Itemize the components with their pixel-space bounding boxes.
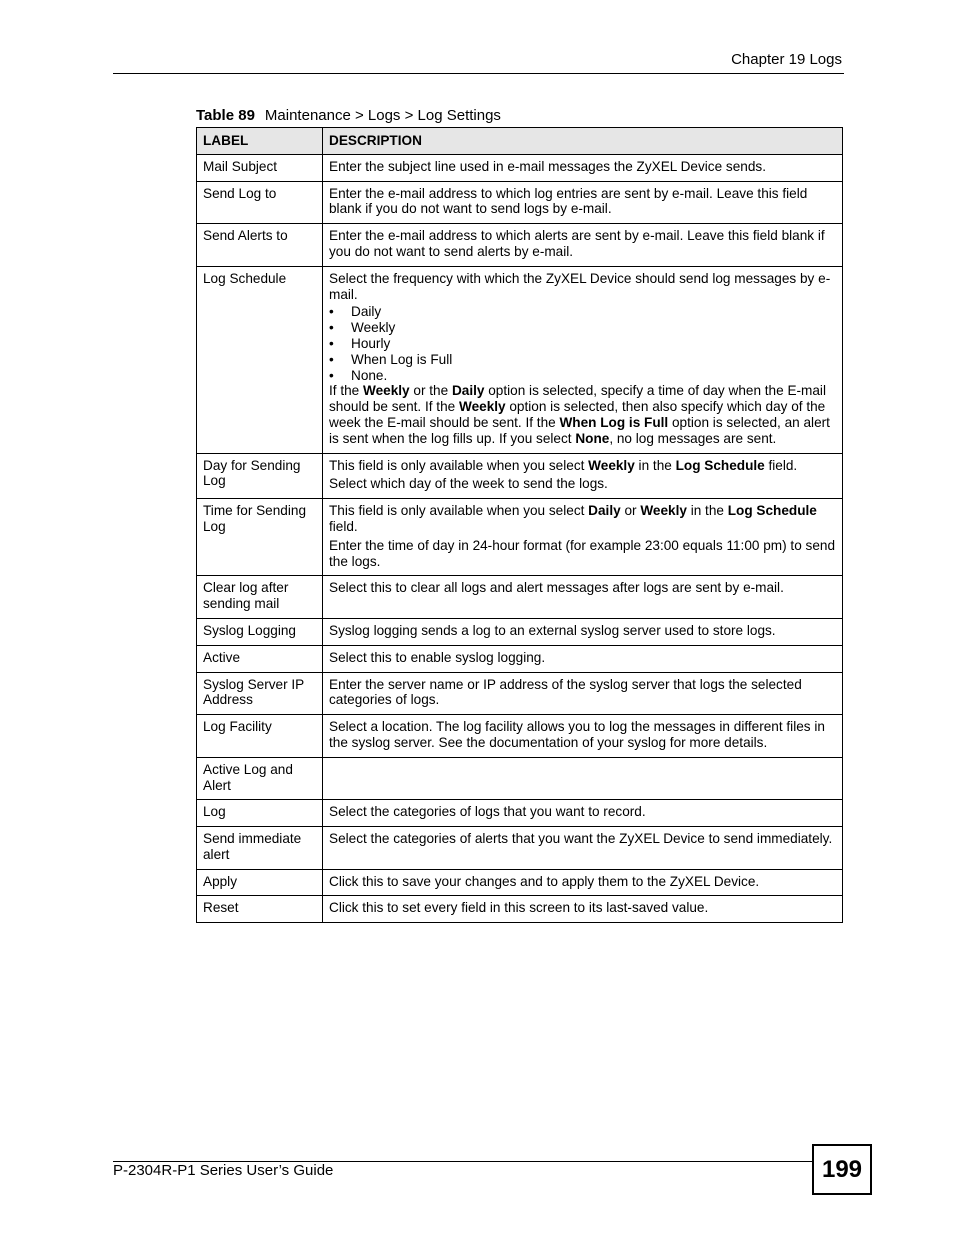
row-label: Send Alerts to: [197, 224, 323, 267]
table-caption-title: Maintenance > Logs > Log Settings: [264, 107, 501, 124]
chapter-header: Chapter 19 Logs: [731, 51, 842, 68]
table-row: [197, 645, 843, 672]
row-description: [323, 672, 843, 715]
description-paragraph: [329, 831, 837, 847]
description-paragraph: [329, 580, 837, 596]
row-description: [323, 453, 843, 499]
table-row: [197, 896, 843, 923]
description-paragraph: [329, 458, 837, 474]
row-label: Day for Sending Log: [197, 453, 323, 499]
page-number: 199: [812, 1144, 872, 1195]
text-run: This field is only available when you select: [329, 503, 589, 519]
row-label: Active: [197, 645, 323, 672]
description-paragraph: [329, 650, 837, 666]
description-paragraph: [329, 677, 837, 709]
description-paragraph: [329, 538, 837, 570]
bold-term: When Log is Full: [559, 414, 669, 430]
row-description: [323, 266, 843, 453]
text-run: Syslog logging sends a log to an external syslog server used to store logs.: [329, 622, 776, 638]
text-run: or: [620, 503, 641, 519]
row-description: [323, 827, 843, 870]
row-label: Syslog Server IP Address: [197, 672, 323, 715]
description-paragraph: [329, 228, 837, 260]
text-run: , no log messages are sent.: [609, 430, 777, 446]
description-paragraph: [329, 271, 837, 303]
description-paragraph: [329, 159, 837, 175]
bullet-text: Weekly: [351, 320, 396, 336]
row-label: Log Facility: [197, 715, 323, 758]
text-run: Select this to enable syslog logging.: [329, 649, 546, 665]
row-description: [323, 499, 843, 576]
bullet-text: Hourly: [351, 335, 391, 351]
row-description: [323, 181, 843, 224]
bullet-item: [329, 352, 837, 368]
text-run: Select this to clear all logs and alert messages after logs are sent by e-mail.: [329, 580, 784, 596]
table-row: [197, 800, 843, 827]
text-run: Enter the subject line used in e-mail messages the ZyXEL Device sends.: [329, 158, 766, 174]
header-description: DESCRIPTION: [323, 128, 843, 155]
text-run: Select the frequency with which the ZyXEL Device should send log messages by e-mail.: [329, 270, 831, 302]
text-run: Enter the server name or IP address of the syslog server that logs the selected categories of logs.: [329, 676, 802, 708]
guide-title: P-2304R-P1 Series User’s Guide: [113, 1162, 334, 1179]
text-run: This field is only available when you select: [329, 457, 589, 473]
table-row: [197, 224, 843, 267]
table-body: [197, 154, 843, 922]
table-row: [197, 154, 843, 181]
text-run: Select which day of the week to send the logs.: [329, 476, 608, 492]
bullet-icon: •: [329, 351, 334, 367]
bullet-list: [329, 304, 837, 383]
table-row: [197, 827, 843, 870]
bullet-item: [329, 368, 837, 384]
row-label: Apply: [197, 869, 323, 896]
text-run: Click this to save your changes and to apply them to the ZyXEL Device.: [329, 873, 760, 889]
text-run: or the: [409, 383, 452, 399]
header-label: LABEL: [197, 128, 323, 155]
text-run: Click this to set every field in this screen to its last-saved value.: [329, 900, 709, 916]
row-description: [323, 576, 843, 619]
row-description: [323, 645, 843, 672]
row-label: Time for Sending Log: [197, 499, 323, 576]
row-description: [323, 618, 843, 645]
bold-term: Log Schedule: [727, 503, 817, 519]
header-rule: [113, 73, 844, 74]
bold-term: Daily: [451, 383, 485, 399]
text-run: Select the categories of logs that you want to record.: [329, 804, 646, 820]
table-row: [197, 453, 843, 499]
text-run: field.: [329, 518, 358, 534]
bullet-icon: •: [329, 304, 334, 320]
description-paragraph: [329, 874, 837, 890]
row-label: Reset: [197, 896, 323, 923]
row-label: Active Log and Alert: [197, 757, 323, 800]
table-row: [197, 181, 843, 224]
bold-term: Log Schedule: [675, 457, 765, 473]
text-run: in the: [686, 503, 728, 519]
bullet-icon: •: [329, 335, 334, 351]
bold-term: Weekly: [640, 503, 687, 519]
text-run: field.: [764, 457, 798, 473]
bullet-icon: •: [329, 320, 334, 336]
text-run: Enter the e-mail address to which log entries are sent by e-mail. Leave this field blank if you do not want to send logs by e-mail.: [329, 185, 808, 217]
bullet-item: [329, 304, 837, 320]
description-paragraph: [329, 623, 837, 639]
table-caption-label: Table 89: [196, 107, 255, 124]
row-description: [323, 896, 843, 923]
table-row: [197, 266, 843, 453]
bold-term: Daily: [588, 503, 621, 519]
bullet-item: [329, 336, 837, 352]
bullet-text: Daily: [351, 304, 382, 320]
text-run: option is selected, an alert is sent when the log fills up. If you select: [329, 414, 830, 446]
table-row: [197, 672, 843, 715]
text-run: Enter the e-mail address to which alerts are sent by e-mail. Leave this field blank if you do not want to send alerts by e-mail.: [329, 228, 825, 259]
description-paragraph: [329, 383, 837, 446]
bullet-icon: •: [329, 367, 334, 383]
row-label: Send immediate alert: [197, 827, 323, 870]
text-run: option is selected, specify a time of day when the E-mail should be sent. If the: [329, 383, 826, 415]
row-description: [323, 715, 843, 758]
row-label: Mail Subject: [197, 154, 323, 181]
row-description: [323, 154, 843, 181]
row-description: [323, 224, 843, 267]
text-run: Select the categories of alerts that you want the ZyXEL Device to send immediately.: [329, 831, 833, 847]
description-paragraph: [329, 719, 837, 751]
bold-term: Weekly: [458, 399, 506, 415]
text-run: option is selected, then also specify which day of the week the E-mail should be sent. If the: [329, 399, 826, 430]
row-label: Log: [197, 800, 323, 827]
bold-term: Weekly: [588, 457, 635, 473]
description-paragraph: [329, 503, 837, 535]
row-description: [323, 800, 843, 827]
text-run: in the: [634, 457, 676, 473]
table-row: [197, 618, 843, 645]
table-row: [197, 576, 843, 619]
row-label: Log Schedule: [197, 266, 323, 453]
description-paragraph: [329, 186, 837, 218]
description-paragraph: [329, 804, 837, 820]
log-settings-table: [196, 127, 843, 923]
table-row: [197, 499, 843, 576]
row-label: Send Log to: [197, 181, 323, 224]
table-row: [197, 869, 843, 896]
table-row: [197, 715, 843, 758]
table-row: [197, 757, 843, 800]
bold-term: None: [575, 430, 610, 446]
row-description: [323, 869, 843, 896]
table-header-row: [197, 128, 843, 155]
text-run: If the: [329, 383, 364, 399]
description-paragraph: [329, 476, 837, 492]
row-label: Syslog Logging: [197, 618, 323, 645]
row-label: Clear log after sending mail: [197, 576, 323, 619]
bullet-text: None.: [351, 367, 388, 383]
row-description: [323, 757, 843, 800]
bullet-item: [329, 320, 837, 336]
table-caption: [196, 107, 501, 124]
text-run: Enter the time of day in 24-hour format (for example 23:00 equals 11:00 pm) to send the logs.: [329, 537, 836, 569]
text-run: Select a location. The log facility allows you to log the messages in different files in the syslog server. See the documentation of your syslog for more details.: [329, 719, 825, 750]
bold-term: Weekly: [363, 383, 410, 399]
description-paragraph: [329, 900, 837, 916]
bullet-text: When Log is Full: [351, 351, 453, 367]
